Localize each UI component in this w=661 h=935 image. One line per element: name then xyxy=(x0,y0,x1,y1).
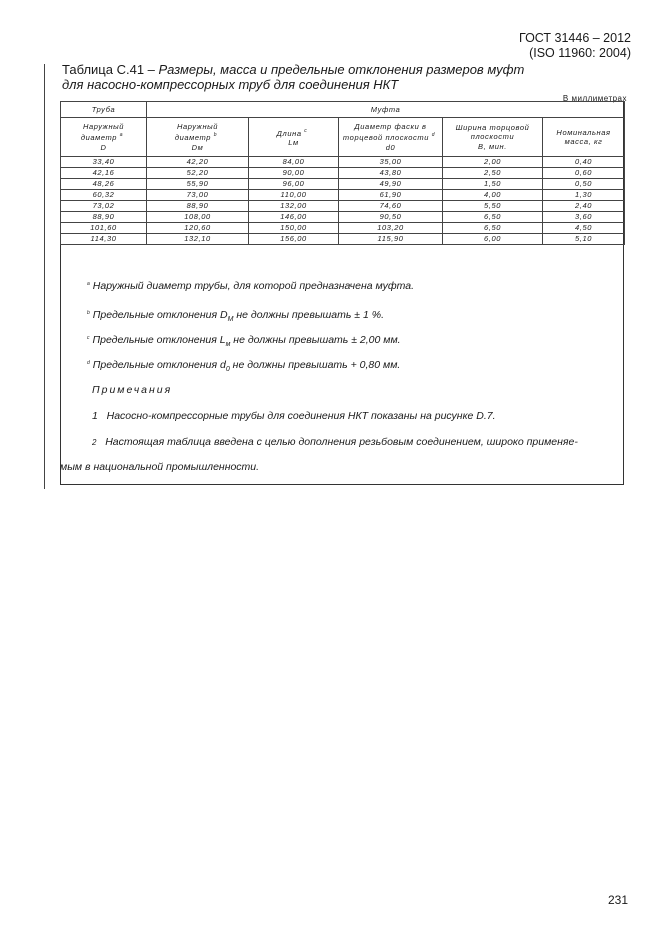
iso-reference: (ISO 11960: 2004) xyxy=(529,46,631,60)
table-cell: 4,00 xyxy=(443,190,543,201)
table-cell: 115,90 xyxy=(339,234,443,245)
table-cell: 132,00 xyxy=(249,201,339,212)
dimensions-table xyxy=(60,101,625,245)
table-row xyxy=(61,223,625,234)
table-cell: 48,26 xyxy=(61,179,147,190)
table-row xyxy=(61,201,625,212)
table-cell: 0,50 xyxy=(543,179,625,190)
table-cell: 108,00 xyxy=(147,212,249,223)
table-row xyxy=(61,234,625,245)
table-cell: 73,00 xyxy=(147,190,249,201)
table-cell: 156,00 xyxy=(249,234,339,245)
table-cell: 2,40 xyxy=(543,201,625,212)
table-cell: 146,00 xyxy=(249,212,339,223)
table-cell: 120,60 xyxy=(147,223,249,234)
table-cell: 49,90 xyxy=(339,179,443,190)
table-cell: 74,60 xyxy=(339,201,443,212)
col-header-coupling-od: Наружный диаметр $^b$ Dм xyxy=(147,118,249,157)
footnote-a: $^a$ Наружный диаметр трубы, для которой предназначена муфта. xyxy=(87,280,414,292)
note-2-line1: 2 Настоящая таблица введена с целью дополнения резьбовым соединением, широко применяе- xyxy=(92,436,578,448)
table-cell: 35,00 xyxy=(339,157,443,168)
col-header-chamfer-diameter: Диаметр фаски в торцевой плоскости $^d$ d0 xyxy=(339,118,443,157)
table-cell: 6,50 xyxy=(443,223,543,234)
table-cell: 60,32 xyxy=(61,190,147,201)
table-cell: 150,00 xyxy=(249,223,339,234)
table-cell: 84,00 xyxy=(249,157,339,168)
table-cell: 110,00 xyxy=(249,190,339,201)
units-label: В миллиметрах xyxy=(562,94,627,103)
table-cell: 88,90 xyxy=(147,201,249,212)
table-row xyxy=(61,179,625,190)
table-cell: 90,00 xyxy=(249,168,339,179)
table-row xyxy=(61,168,625,179)
table-cell: 5,50 xyxy=(443,201,543,212)
col-header-face-width: Ширина торцовой плоскости B, мин. xyxy=(443,118,543,157)
table-title-line1: Размеры, масса и предельные отклонения размеров муфт xyxy=(158,62,525,77)
table-cell: 6,50 xyxy=(443,212,543,223)
table-cell: 90,50 xyxy=(339,212,443,223)
table-cell: 114,30 xyxy=(61,234,147,245)
table-cell: 42,16 xyxy=(61,168,147,179)
table-title-line2: для насосно-компрессорных труб для соединения НКТ xyxy=(62,77,399,92)
table-cell: 4,50 xyxy=(543,223,625,234)
table-cell: 103,20 xyxy=(339,223,443,234)
table-cell: 55,90 xyxy=(147,179,249,190)
page-number: 231 xyxy=(607,893,628,907)
table-cell: 33,40 xyxy=(61,157,147,168)
table-cell: 2,50 xyxy=(443,168,543,179)
table-cell: 1,30 xyxy=(543,190,625,201)
table-cell: 42,20 xyxy=(147,157,249,168)
standard-number: ГОСТ 31446 – 2012 xyxy=(519,31,631,45)
table-cell: 132,10 xyxy=(147,234,249,245)
table-cell: 101,60 xyxy=(61,223,147,234)
table-cell: 5,10 xyxy=(543,234,625,245)
table-cell: 2,00 xyxy=(443,157,543,168)
table-title xyxy=(62,62,524,92)
table-cell: 0,40 xyxy=(543,157,625,168)
footnote-c: $^c$ Предельные отклонения $L_м$ не должны превышать ± 2,00 мм. xyxy=(87,334,401,349)
table-cell: 96,00 xyxy=(249,179,339,190)
change-bar xyxy=(44,64,45,489)
notes-heading: Примечания xyxy=(92,384,173,396)
table-row xyxy=(61,157,625,168)
note-2-line2: мым в национальной промышленности. xyxy=(60,461,260,473)
table-cell: 3,60 xyxy=(543,212,625,223)
table-cell: 1,50 xyxy=(443,179,543,190)
col-header-pipe-od: Наружный диаметр $^a$ D xyxy=(61,118,147,157)
table-cell: 73,02 xyxy=(61,201,147,212)
group-header-coupling: Муфта xyxy=(147,102,625,118)
table-cell: 61,90 xyxy=(339,190,443,201)
col-header-length: Длина $^c$ Lм xyxy=(249,118,339,157)
footnote-d: $^d$ Предельные отклонения $d_0$ не должны превышать + 0,80 мм. xyxy=(87,359,401,374)
table-row xyxy=(61,212,625,223)
col-header-mass: Номинальная масса, кг xyxy=(543,118,625,157)
table-cell: 43,80 xyxy=(339,168,443,179)
footnote-b: $^b$ Предельные отклонения $D_M$ не должны превышать ± 1 %. xyxy=(87,309,384,324)
table-cell: 0,60 xyxy=(543,168,625,179)
table-cell: 52,20 xyxy=(147,168,249,179)
document-header xyxy=(519,31,631,61)
table-title-prefix: Таблица С.41 – xyxy=(62,62,159,77)
table-cell: 88,90 xyxy=(61,212,147,223)
note-1: 1 Насосно-компрессорные трубы для соединения НКТ показаны на рисунке D.7. xyxy=(92,410,496,422)
group-header-pipe: Труба xyxy=(61,102,147,118)
table-cell: 6,00 xyxy=(443,234,543,245)
table-row xyxy=(61,190,625,201)
